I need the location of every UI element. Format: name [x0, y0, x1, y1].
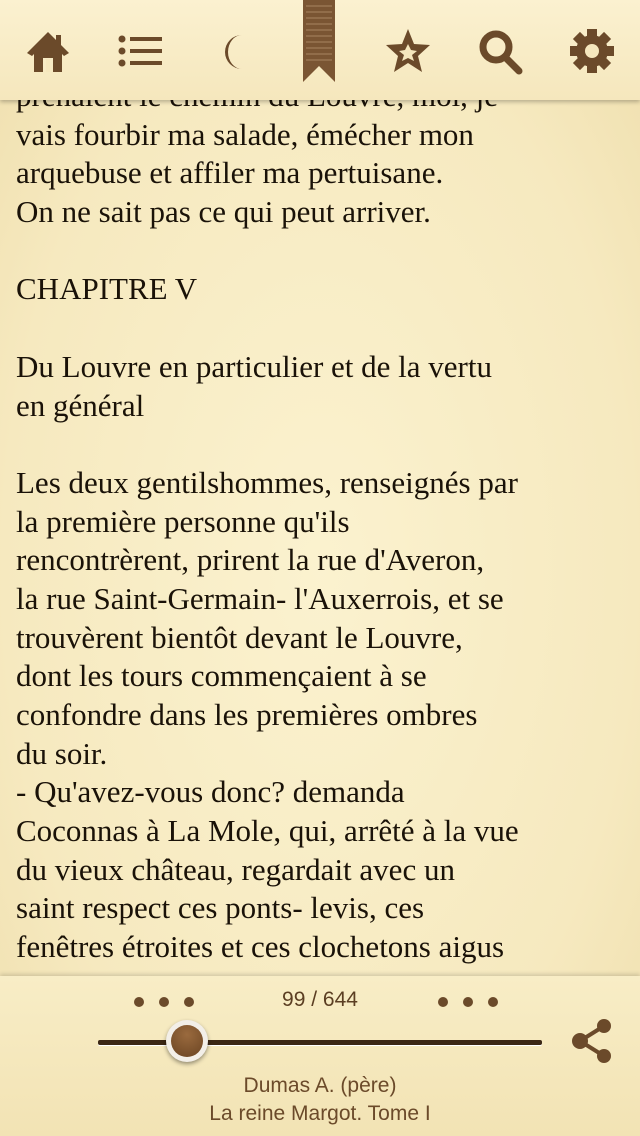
search-button[interactable] [475, 26, 525, 76]
text-line [16, 425, 519, 464]
page-number: 99 / 644 [282, 988, 358, 1011]
home-icon [23, 26, 73, 76]
list-icon [115, 26, 165, 76]
text-line [16, 232, 519, 271]
text-line: confondre dans les premières ombres [16, 697, 478, 732]
night-mode-button[interactable] [206, 26, 256, 76]
search-icon [475, 26, 525, 76]
text-line: du soir. [16, 735, 108, 771]
text-lines [16, 77, 519, 967]
settings-button[interactable] [567, 26, 617, 76]
text-line: CHAPITRE V [16, 271, 198, 307]
text-line: fenêtres étroites et ces clochetons aigus [16, 929, 505, 965]
text-line: saint respect ces ponts- levis, ces [16, 890, 425, 926]
bottom-bar [0, 976, 640, 1136]
page-slider-track[interactable] [98, 1040, 542, 1045]
book-title: La reine Margot. Tome I [209, 1102, 431, 1125]
text-line: en général [16, 387, 145, 423]
star-icon [383, 26, 433, 76]
text-line: trouvèrent bientôt devant le Louvre, [16, 619, 463, 655]
text-line: Les deux gentilshommes, renseignés par [16, 464, 518, 500]
night-mode-icon [206, 26, 256, 76]
share-icon[interactable] [570, 1016, 614, 1066]
settings-icon [567, 26, 617, 76]
text-line: arquebuse et affiler ma pertuisane. [16, 155, 444, 191]
text-line: dont les tours commençaient à se [16, 658, 427, 694]
text-line [16, 309, 519, 348]
bookmarks-button[interactable] [383, 26, 433, 76]
text-line: Du Louvre en particulier et de la vertu [16, 348, 492, 384]
text-line: - Qu'avez-vous donc? demanda [16, 774, 405, 810]
text-line: du vieux château, regardait avec un [16, 851, 455, 887]
next-chapter-dots[interactable] [438, 997, 498, 1007]
text-line: vais fourbir ma salade, émécher mon [16, 116, 474, 152]
contents-button[interactable] [115, 26, 165, 76]
text-line: Coconnas à La Mole, qui, arrêté à la vue [16, 813, 519, 849]
text-line: On ne sait pas ce qui peut arriver. [16, 194, 431, 230]
page-slider-thumb[interactable] [166, 1020, 208, 1062]
bookmark-ribbon-icon[interactable] [303, 0, 335, 82]
text-line: la première personne qu'ils [16, 503, 350, 539]
book-info [0, 1072, 640, 1128]
book-text[interactable] [0, 100, 640, 976]
home-button[interactable] [23, 26, 73, 76]
text-line: la rue Saint-Germain- l'Auxerrois, et se [16, 580, 504, 616]
text-line: rencontrèrent, prirent la rue d'Averon, [16, 542, 485, 578]
book-author: Dumas A. (père) [243, 1074, 397, 1097]
